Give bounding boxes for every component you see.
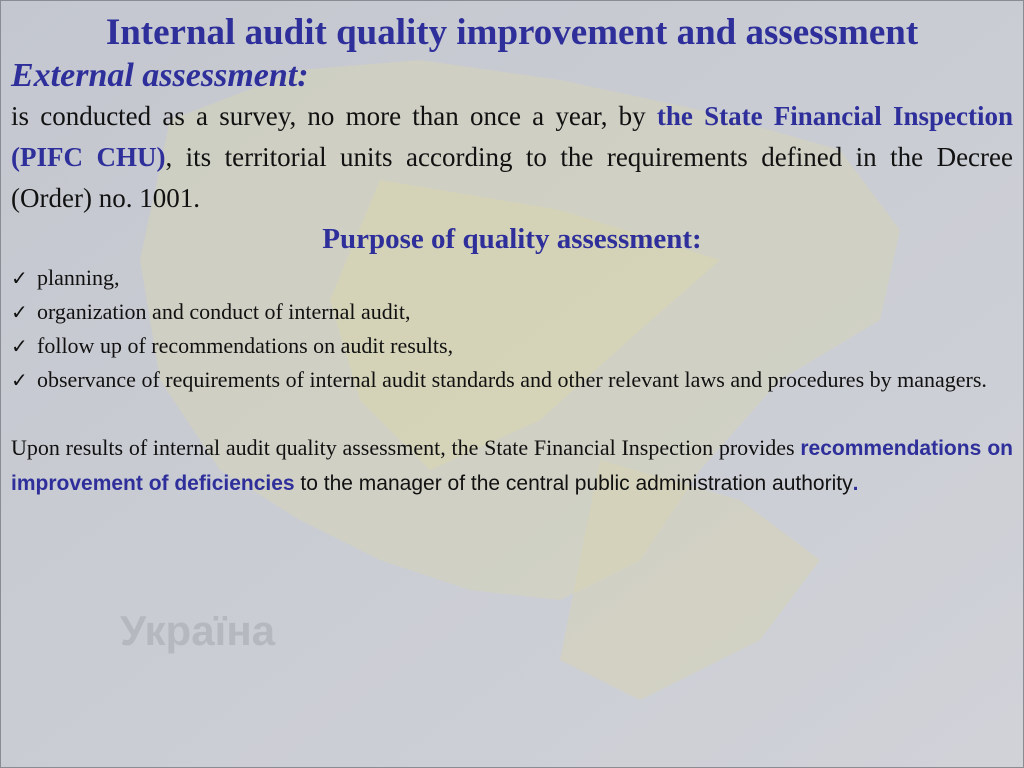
list-item — [11, 261, 1013, 295]
slide-title: Internal audit quality improvement and assessment — [105, 12, 919, 53]
conclusion-text-1: Upon results of internal audit quality assessment, the State Financial Inspection provides — [11, 435, 801, 460]
conclusion-paragraph — [11, 431, 1013, 501]
checkmark-icon: ✓ — [11, 368, 28, 392]
checkmark-icon: ✓ — [11, 266, 28, 290]
purpose-list — [11, 261, 1013, 397]
slide-content — [11, 10, 1013, 501]
list-item-text: observance of requirements of internal audit standards and other relevant laws and procedures by managers. — [37, 367, 987, 392]
spacer — [11, 397, 1013, 431]
list-item — [11, 329, 1013, 363]
checkmark-icon: ✓ — [11, 300, 28, 324]
conclusion-end: . — [852, 472, 859, 495]
background-map-label: Україна — [120, 607, 276, 654]
checkmark-icon: ✓ — [11, 334, 28, 358]
intro-text-1: is conducted as a survey, no more than once a year, by — [11, 101, 657, 131]
list-item-text: organization and conduct of internal audit, — [37, 299, 411, 324]
list-item-text: planning, — [37, 265, 120, 290]
list-item-text: follow up of recommendations on audit results, — [37, 333, 454, 358]
slide-subtitle: External assessment: — [11, 57, 309, 94]
list-item — [11, 363, 1013, 397]
list-item — [11, 295, 1013, 329]
conclusion-text-2: to the manager of the central public administration authority — [294, 472, 853, 495]
conclusion-highlight: recommendations on improvement of deficiencies — [11, 437, 1013, 495]
intro-text-2: , its territorial units according to the requirements defined in the Decree (Order) no. 1001. — [11, 142, 1013, 213]
intro-paragraph — [11, 96, 1013, 219]
intro-highlight: the State Financial Inspection (PIFC CHU) — [11, 101, 1013, 172]
purpose-title: Purpose of quality assessment: — [322, 223, 702, 255]
